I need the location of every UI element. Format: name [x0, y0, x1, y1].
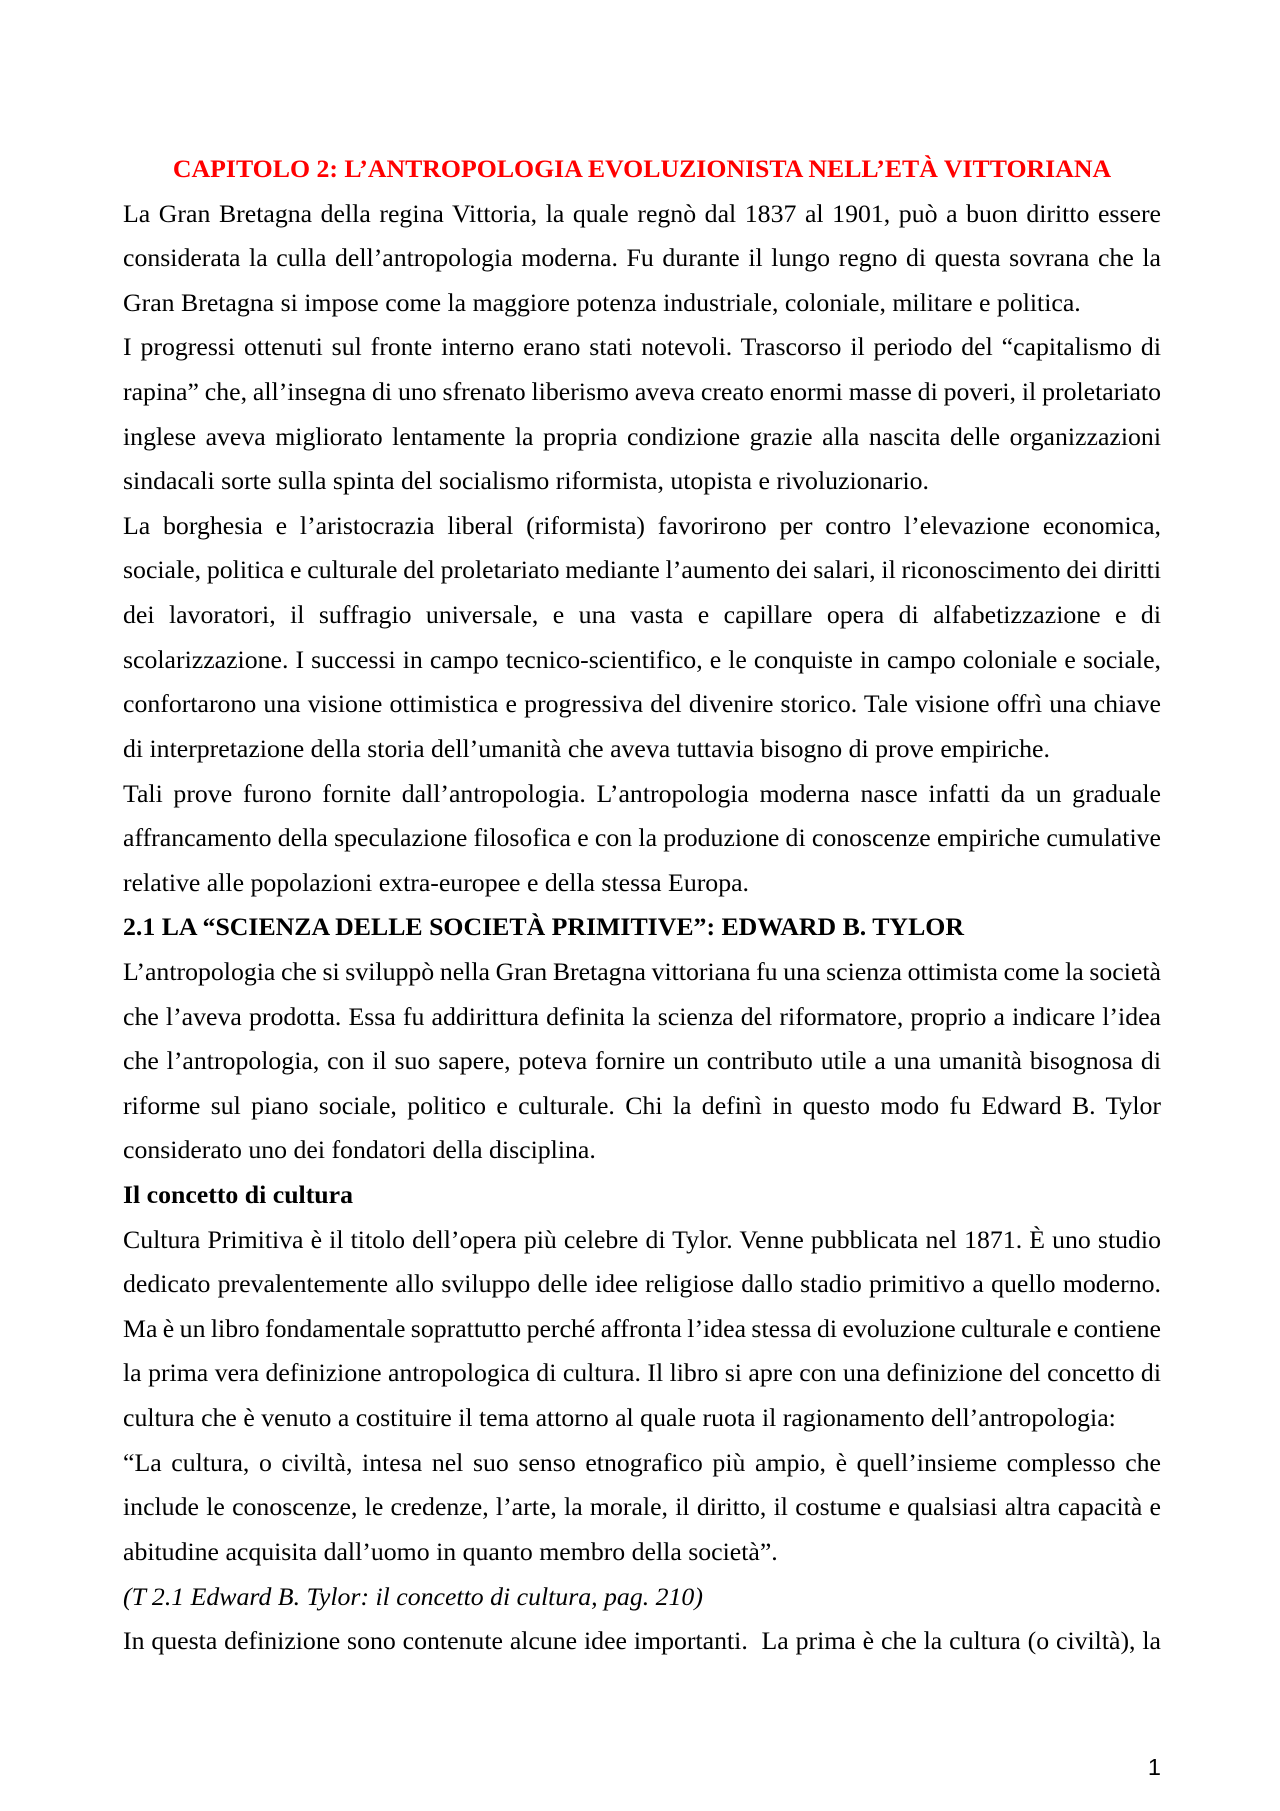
paragraph-line: relative alle popolazioni extra-europee e della stessa Europa.: [123, 867, 750, 897]
paragraph-line: scolarizzazione. I successi in campo tecnico-scientifico, e le conquiste in campo coloniale e sociale,: [123, 644, 1161, 674]
page-number: 1: [1147, 1754, 1161, 1780]
quote-line: “La cultura, o civiltà, intesa nel suo senso etnografico più ampio, è quell’insieme complesso che: [123, 1447, 1161, 1477]
paragraph-line: Tali prove furono fornite dall’antropologia. L’antropologia moderna nasce infatti da un graduale: [123, 778, 1161, 808]
paragraph-line: In questa definizione sono contenute alcune idee importanti. La prima è che la cultura (o civiltà), la: [123, 1626, 1161, 1656]
paragraph-line: considerata la culla dell’antropologia moderna. Fu durante il lungo regno di questa sovrana che la: [123, 243, 1161, 273]
paragraph-line: La Gran Bretagna della regina Vittoria, la quale regnò dal 1837 al 1901, può a buon diritto essere: [123, 198, 1161, 228]
subheading: Il concetto di cultura: [123, 1180, 353, 1210]
paragraph-line: che l’aveva prodotta. Essa fu addirittura definita la scienza del riformatore, proprio a indicare l’idea: [123, 1001, 1161, 1031]
paragraph: [123, 772, 1161, 906]
paragraph: [123, 192, 1161, 326]
paragraph-line: Gran Bretagna si impose come la maggiore potenza industriale, coloniale, militare e politica.: [123, 287, 1081, 317]
paragraph-line: La borghesia e l’aristocrazia liberal (riformista) favorirono per contro l’elevazione economica,: [123, 510, 1161, 540]
paragraph-line: che l’antropologia, con il suo sapere, poteva fornire un contributo utile a una umanità bisognosa di: [123, 1046, 1161, 1076]
paragraph-line: sociale, politica e culturale del proletariato mediante l’aumento dei salari, il riconoscimento dei diritti: [123, 555, 1161, 585]
paragraph-line: dedicato prevalentemente allo sviluppo delle idee religiose dallo stadio primitivo a quello moderno.: [123, 1269, 1161, 1299]
paragraph-line: dei lavoratori, il suffragio universale, e una vasta e capillare opera di alfabetizzazione e di: [123, 600, 1161, 630]
paragraph-line: cultura che è venuto a costituire il tema attorno al quale ruota il ragionamento dell’antropologia:: [123, 1403, 1116, 1433]
paragraph-line: Ma è un libro fondamentale soprattutto perché affronta l’idea stessa di evoluzione culturale e contiene: [123, 1313, 1161, 1343]
paragraph: [123, 1619, 1161, 1664]
paragraph-line: inglese aveva migliorato lentamente la propria condizione grazie alla nascita delle organizzazioni: [123, 421, 1161, 451]
paragraph-line: di interpretazione della storia dell’umanità che aveva tuttavia bisogno di prove empiriche.: [123, 733, 1050, 763]
paragraph-line: sindacali sorte sulla spinta del socialismo riformista, utopista e rivoluzionario.: [123, 466, 929, 496]
quote: [123, 1441, 1161, 1575]
paragraph-line: L’antropologia che si sviluppò nella Gran Bretagna vittoriana fu una scienza ottimista come la società: [123, 956, 1161, 986]
paragraph-line: I progressi ottenuti sul fronte interno erano stati notevoli. Trascorso il periodo del “capitalismo di: [123, 332, 1161, 362]
paragraph-line: rapina” che, all’insegna di uno sfrenato liberismo aveva creato enormi masse di poveri, il proletariato: [123, 377, 1161, 407]
quote-line: abitudine acquisita dall’uomo in quanto membro della società”.: [123, 1536, 778, 1566]
paragraph-line: Cultura Primitiva è il titolo dell’opera più celebre di Tylor. Venne pubblicata nel 1871. È uno studio: [123, 1224, 1161, 1254]
paragraph-line: riforme sul piano sociale, politico e culturale. Chi la definì in questo modo fu Edward B. Tylor: [123, 1090, 1161, 1120]
paragraph: [123, 1218, 1161, 1441]
citation: (T 2.1 Edward B. Tylor: il concetto di cultura, pag. 210): [123, 1581, 703, 1611]
paragraph: [123, 504, 1161, 772]
chapter-title: CAPITOLO 2: L’ANTROPOLOGIA EVOLUZIONISTA NELL’ETÀ VITTORIANA: [172, 154, 1112, 183]
paragraph-line: considerato uno dei fondatori della disciplina.: [123, 1135, 596, 1165]
paragraph-line: la prima vera definizione antropologica di cultura. Il libro si apre con una definizione del concetto di: [123, 1358, 1161, 1388]
page-body: [123, 147, 1161, 1664]
quote-line: include le conoscenze, le credenze, l’arte, la morale, il diritto, il costume e qualsiasi altra capacità e: [123, 1492, 1161, 1522]
paragraph: [123, 950, 1161, 1173]
section-heading: 2.1 LA “SCIENZA DELLE SOCIETÀ PRIMITIVE”: EDWARD B. TYLOR: [123, 912, 964, 942]
paragraph-line: confortarono una visione ottimistica e progressiva del divenire storico. Tale visione offrì una chiave: [123, 689, 1161, 719]
paragraph: [123, 325, 1161, 503]
paragraph-line: affrancamento della speculazione filosofica e con la produzione di conoscenze empiriche cumulative: [123, 823, 1161, 853]
